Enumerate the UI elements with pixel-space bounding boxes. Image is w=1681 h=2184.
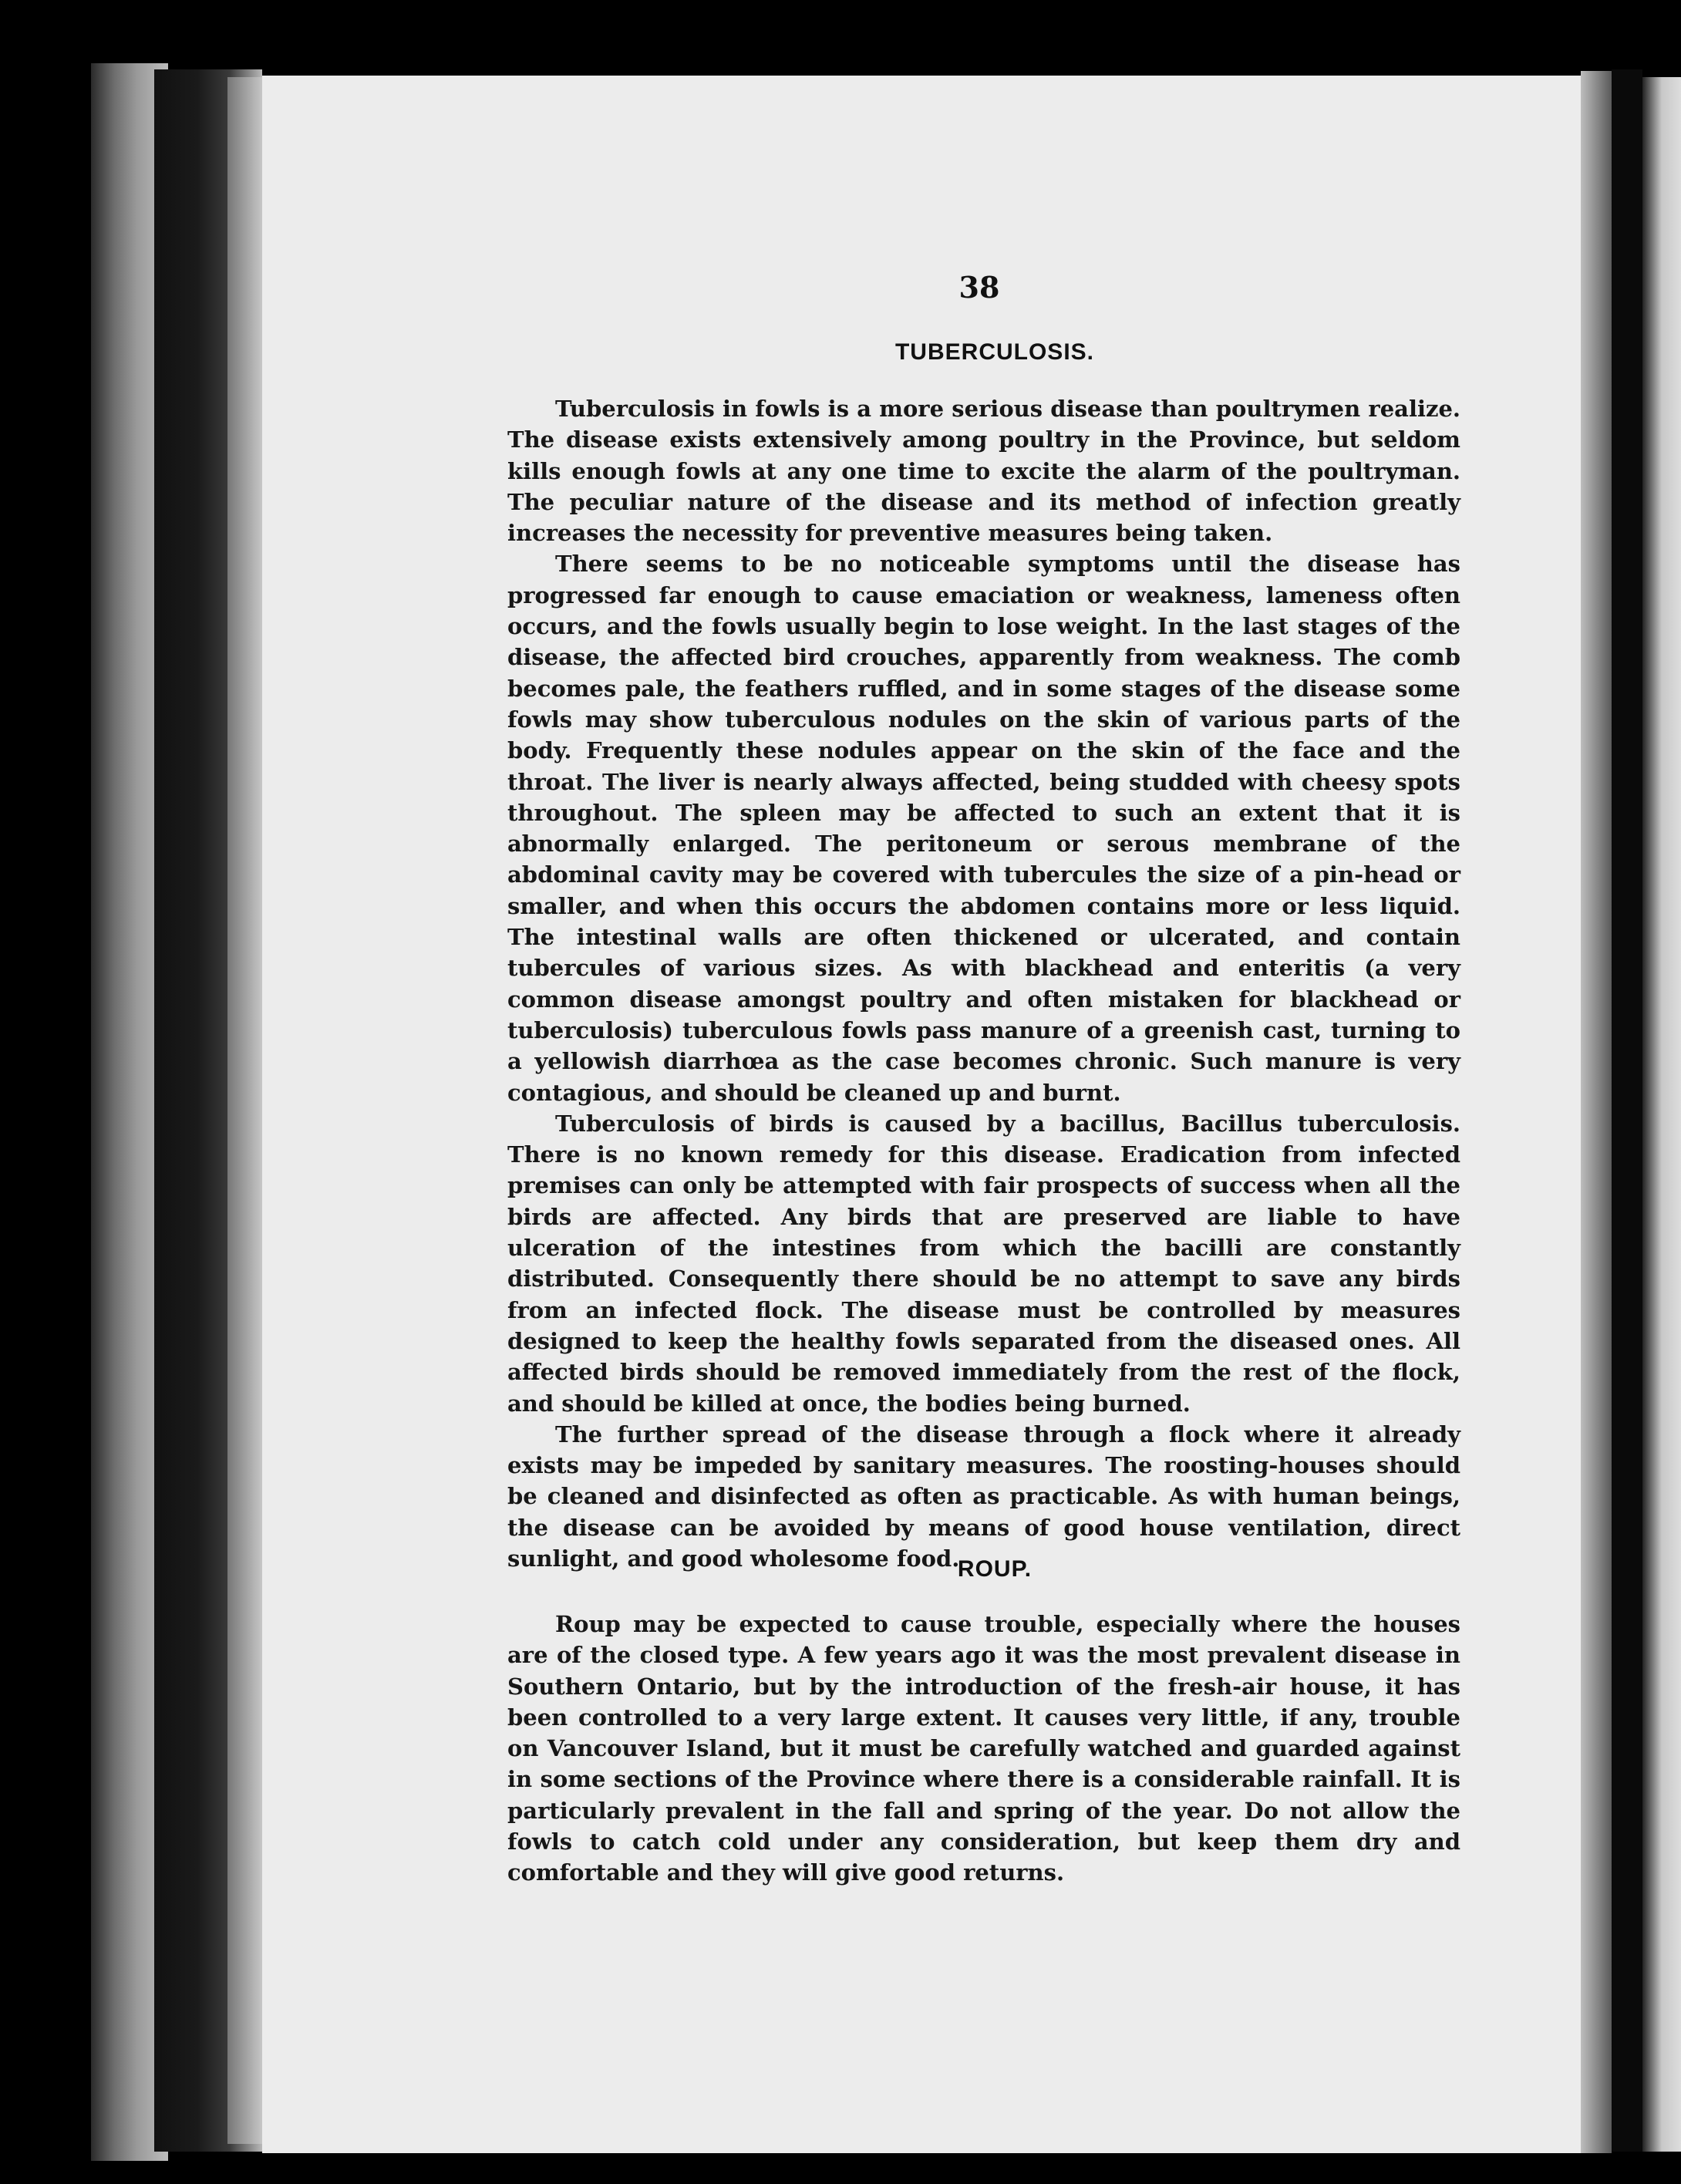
page-gutter <box>227 77 266 2144</box>
book-cover-edge <box>1612 69 1642 2152</box>
section-body-tuberculosis <box>507 393 1460 1574</box>
paragraph: Roup may be expected to cause trouble, especially where the houses are of the closed type. A few years ago it was the most prevalent disease in Southern Ontario, but by the introduction of the fresh-air house, it has been controlled to a very large extent. It causes very little, if any, trouble on Vancouver Island, but it must be carefully watched and guarded against in some sections of the Province where there is a considerable rainfall. It is particularly prevalent in the fall and spring of the year. Do not allow the fowls to catch cold under any consideration, but keep them dry and comfortable and they will give good returns. <box>507 1611 1460 1886</box>
section-body-roup <box>507 1609 1460 1889</box>
page-number: 38 <box>958 270 1000 305</box>
next-page-edge <box>1642 77 1681 2152</box>
section-heading-roup: ROUP. <box>957 1556 1033 1582</box>
paragraph: Tuberculosis of birds is caused by a bacillus, Bacillus tuberculosis. There is no known remedy for this disease. Eradication from infected premises can only be attempted with fair prospects of success when all the birds are affected. Any birds that are preserved are liable to have ulceration of the intestines from which the bacilli are constantly distributed. Consequently there should be no attempt to save any birds from an infected flock. The disease must be controlled by measures designed to keep the healthy fowls separated from the diseased ones. All affected birds should be removed immediately from the rest of the flock, and should be killed at once, the bodies being burned. <box>507 1110 1460 1417</box>
section-heading-tuberculosis: TUBERCULOSIS. <box>894 339 1094 365</box>
paragraph: The further spread of the disease through a flock where it already exists may be impeded by sanitary measures. The roosting-houses should be cleaned and disinfected as often as practicable. As with human beings, the disease can be avoided by means of good house ventilation, direct sunlight, and good wholesome food. <box>507 1421 1460 1572</box>
paragraph: There seems to be no noticeable symptoms until the disease has progressed far enough to cause emaciation or weakness, lameness often occurs, and the fowls usually begin to lose weight. In the last stages of the disease, the affected bird crouches, apparently from weakness. The comb becomes pale, the feathers ruffled, and in some stages of the disease some fowls may show tuberculous nodules on the skin of various parts of the body. Frequently these nodules appear on the skin of the face and the throat. The liver is nearly always affected, being studded with cheesy spots throughout. The spleen may be affected to such an extent that it is abnormally enlarged. The peritoneum or serous membrane of the abdominal cavity may be covered with tubercules the size of a pin-head or smaller, and when this occurs the abdomen contains more or less liquid. The intestinal walls are often thickened or ulcerated, and contain tubercules of various sizes. As with blackhead and enteritis (a very common disease amongst poultry and often mistaken for blackhead or tuberculosis) tuberculous fowls pass manure of a greenish cast, turning to a yellowish diarrhœa as the case becomes chronic. Such manure is very contagious, and should be cleaned up and burnt. <box>507 551 1460 1106</box>
page-right-edge <box>1581 71 1612 2153</box>
paragraph: Tuberculosis in fowls is a more serious disease than poultrymen realize. The disease exists extensively among poultry in the Province, but seldom kills enough fowls at any one time to excite the alarm of the poultryman. The peculiar nature of the disease and its method of infection greatly increases the necessity for preventive measures being taken. <box>507 396 1460 547</box>
